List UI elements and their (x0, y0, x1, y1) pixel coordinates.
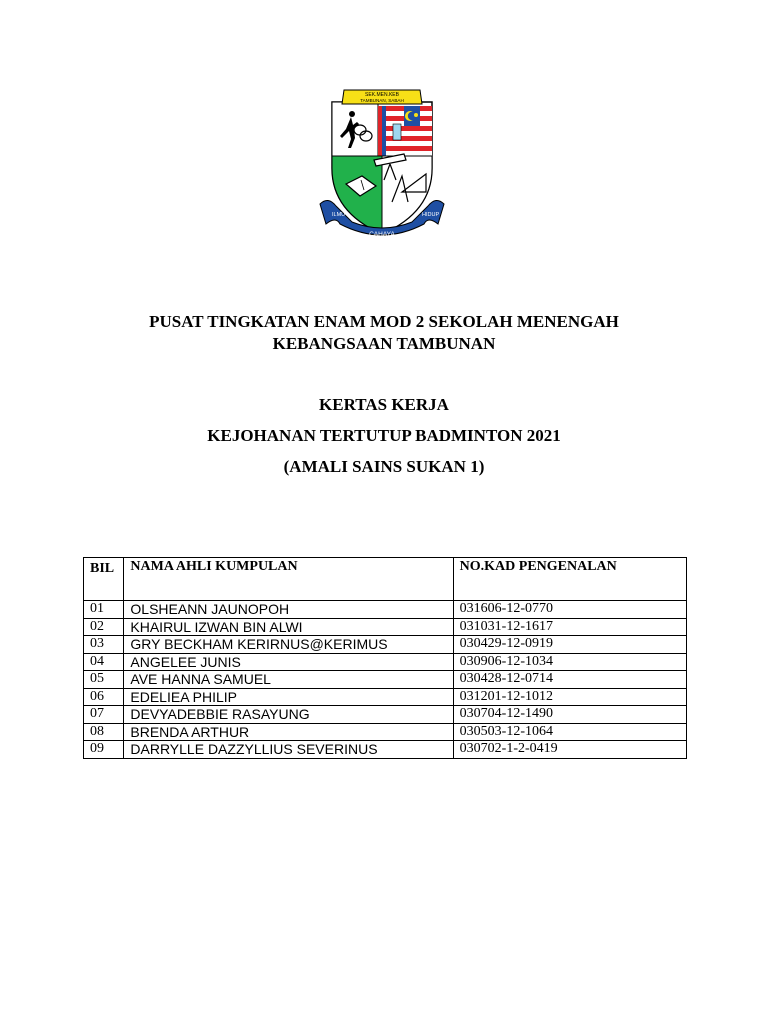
cell-bil: 01 (84, 601, 124, 619)
cell-name: OLSHEANN JAUNOPOH (124, 601, 453, 619)
cell-ic: 031201-12-1012 (453, 688, 686, 706)
cell-bil: 06 (84, 688, 124, 706)
svg-text:HIDUP: HIDUP (422, 212, 440, 218)
svg-text:ILMU: ILMU (332, 212, 346, 218)
cell-ic: 030906-12-1034 (453, 653, 686, 671)
school-name-line-2: KEBANGSAAN TAMBUNAN (272, 334, 496, 353)
cell-name: AVE HANNA SAMUEL (124, 671, 453, 689)
group-members-table (83, 557, 687, 759)
cell-name: EDELIEA PHILIP (124, 688, 453, 706)
cell-ic: 030503-12-1064 (453, 723, 686, 741)
table-row (84, 601, 687, 619)
school-name-banner (342, 90, 422, 104)
svg-text:SEK.MEN.KEB: SEK.MEN.KEB (365, 92, 399, 98)
table-row (84, 706, 687, 724)
cell-bil: 02 (84, 618, 124, 636)
school-crest-logo (318, 84, 446, 248)
cell-bil: 08 (84, 723, 124, 741)
table-header-row (84, 558, 687, 601)
header-ic: NO.KAD PENGENALAN (453, 558, 686, 601)
cell-ic: 031606-12-0770 (453, 601, 686, 619)
header-name: NAMA AHLI KUMPULAN (124, 558, 453, 601)
cell-bil: 04 (84, 653, 124, 671)
cell-name: KHAIRUL IZWAN BIN ALWI (124, 618, 453, 636)
cell-name: GRY BECKHAM KERIRNUS@KERIMUS (124, 636, 453, 654)
cell-ic: 031031-12-1617 (453, 618, 686, 636)
cell-ic: 030704-12-1490 (453, 706, 686, 724)
subject-title: (AMALI SAINS SUKAN 1) (283, 457, 485, 476)
cell-name: ANGELEE JUNIS (124, 653, 453, 671)
table-row (84, 741, 687, 759)
table-row (84, 688, 687, 706)
svg-text:CAHAYA: CAHAYA (369, 231, 395, 238)
table-row (84, 636, 687, 654)
event-title: KEJOHANAN TERTUTUP BADMINTON 2021 (207, 426, 561, 445)
document-type-title: KERTAS KERJA (319, 395, 449, 414)
header-bil: BIL (84, 558, 124, 601)
svg-text:TAMBUNAN, SABAH: TAMBUNAN, SABAH (360, 98, 404, 103)
cell-name: DEVYADEBBIE RASAYUNG (124, 706, 453, 724)
table-row (84, 653, 687, 671)
table-row (84, 671, 687, 689)
cell-bil: 09 (84, 741, 124, 759)
cell-name: BRENDA ARTHUR (124, 723, 453, 741)
school-name-line-1: PUSAT TINGKATAN ENAM MOD 2 SEKOLAH MENENGAH (149, 312, 619, 331)
cell-ic: 030702-1-2-0419 (453, 741, 686, 759)
cell-bil: 07 (84, 706, 124, 724)
cell-ic: 030428-12-0714 (453, 671, 686, 689)
cell-name: DARRYLLE DAZZYLLIUS SEVERINUS (124, 741, 453, 759)
cell-bil: 05 (84, 671, 124, 689)
cell-ic: 030429-12-0919 (453, 636, 686, 654)
cell-bil: 03 (84, 636, 124, 654)
table-row (84, 618, 687, 636)
table-row (84, 723, 687, 741)
